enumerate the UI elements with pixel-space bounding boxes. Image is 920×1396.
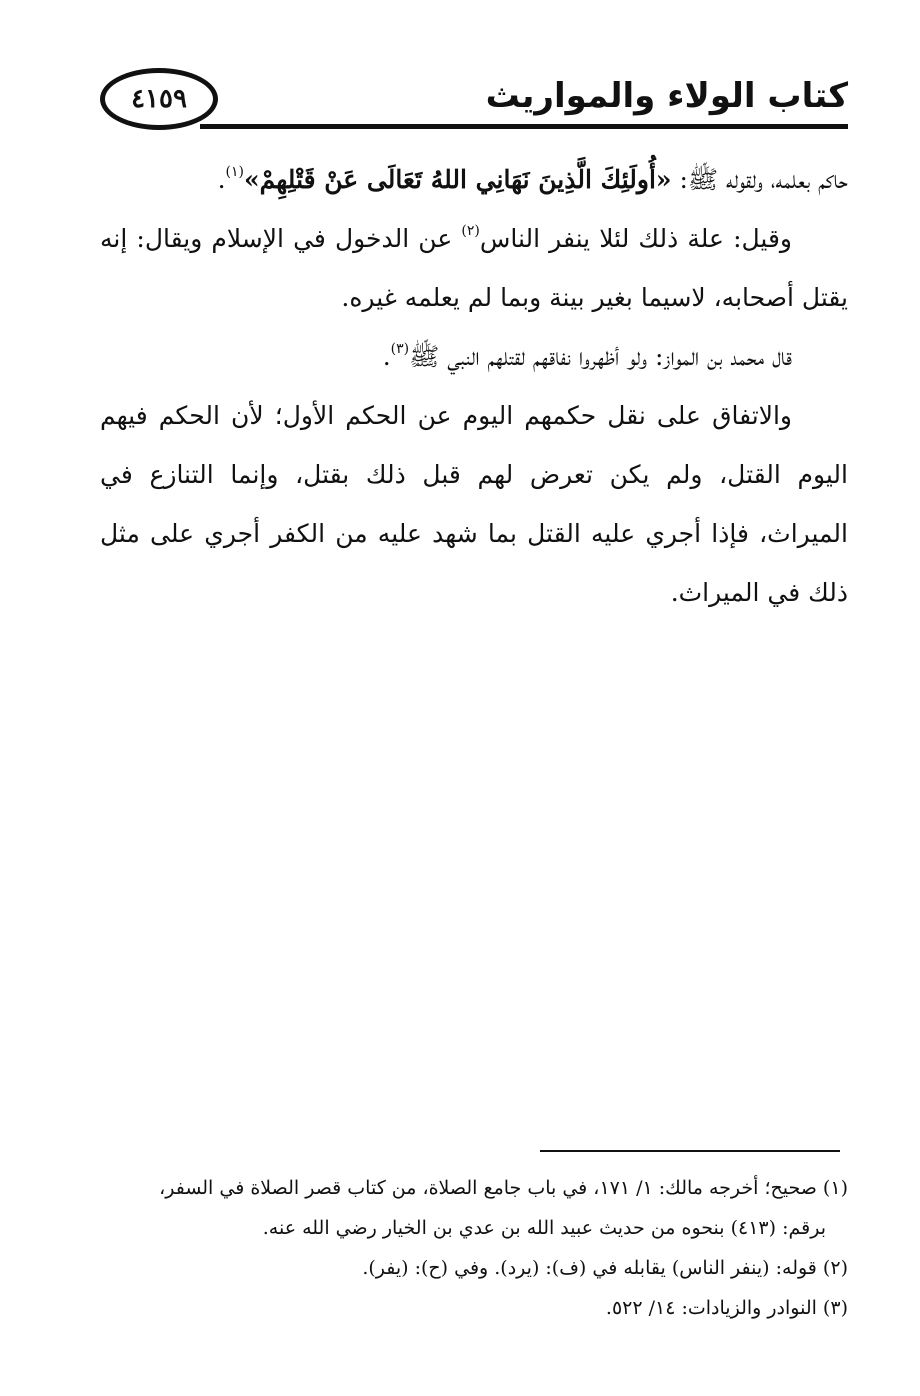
paragraph-3-end: . (382, 342, 391, 371)
paragraph-3-text: قال محمد بن المواز: ولو أظهروا نفاقهم لقتلهم النبي ﷺ (409, 342, 792, 371)
paragraph-2-text-a: وقيل: علة ذلك لئلا ينفر الناس (479, 224, 792, 253)
paragraph-3 (100, 327, 848, 386)
page-number-oval (100, 68, 218, 130)
hadith-quote: «أُولَئِكَ الَّذِينَ نَهَانِي اللهُ تَعَالَى عَنْ قَتْلِهِمْ» (244, 165, 672, 194)
footnote-ref-2: (٢) (461, 223, 480, 239)
footnote-ref-3: (٣) (390, 341, 410, 357)
header-rule (200, 124, 848, 129)
paragraph-2 (100, 209, 848, 327)
footnotes (100, 1168, 848, 1328)
footnote-ref-1: (١) (225, 164, 245, 180)
book-title: كتاب الولاء والمواريث (485, 76, 848, 116)
page-number: ٤١٥٩ (131, 84, 187, 114)
paragraph-1-end: . (217, 165, 226, 194)
footnote-1-line-2: برقم: (٤١٣) بنحوه من حديث عبيد الله بن عدي بن الخيار رضي الله عنه. (262, 1217, 826, 1239)
footnote-3: (٣) النوادر والزيادات: ١٤/ ٥٢٢. (605, 1297, 848, 1319)
paragraph-2-text-b: عن الدخول في الإسلام ويقال: إنه يقتل أصحابه، لاسيما بغير بينة وبما لم يعلمه غيره. (100, 224, 848, 312)
main-text (100, 150, 848, 622)
page-header (100, 62, 848, 134)
footnote-2: (٢) قوله: (ينفر الناس) يقابله في (ف): (يرد). وفي (ح): (يفر). (362, 1257, 848, 1279)
paragraph-4: والاتفاق على نقل حكمهم اليوم عن الحكم الأول؛ لأن الحكم فيهم اليوم القتل، ولم يكن تعرض لهم قبل ذلك بقتل، وإنما التنازع في الميراث، فإذا أجري عليه القتل بما شهد عليه من الكفر أجري على مثل ذلك في الميراث. (100, 401, 848, 607)
footnote-separator (540, 1150, 840, 1152)
footnote-1-line-1: (١) صحيح؛ أخرجه مالك: ١/ ١٧١، في باب جامع الصلاة، من كتاب قصر الصلاة في السفر، (159, 1177, 848, 1199)
paragraph-1-text: حاكم بعلمه، ولقوله ﷺ: (671, 165, 848, 194)
paragraph-1 (100, 150, 848, 209)
